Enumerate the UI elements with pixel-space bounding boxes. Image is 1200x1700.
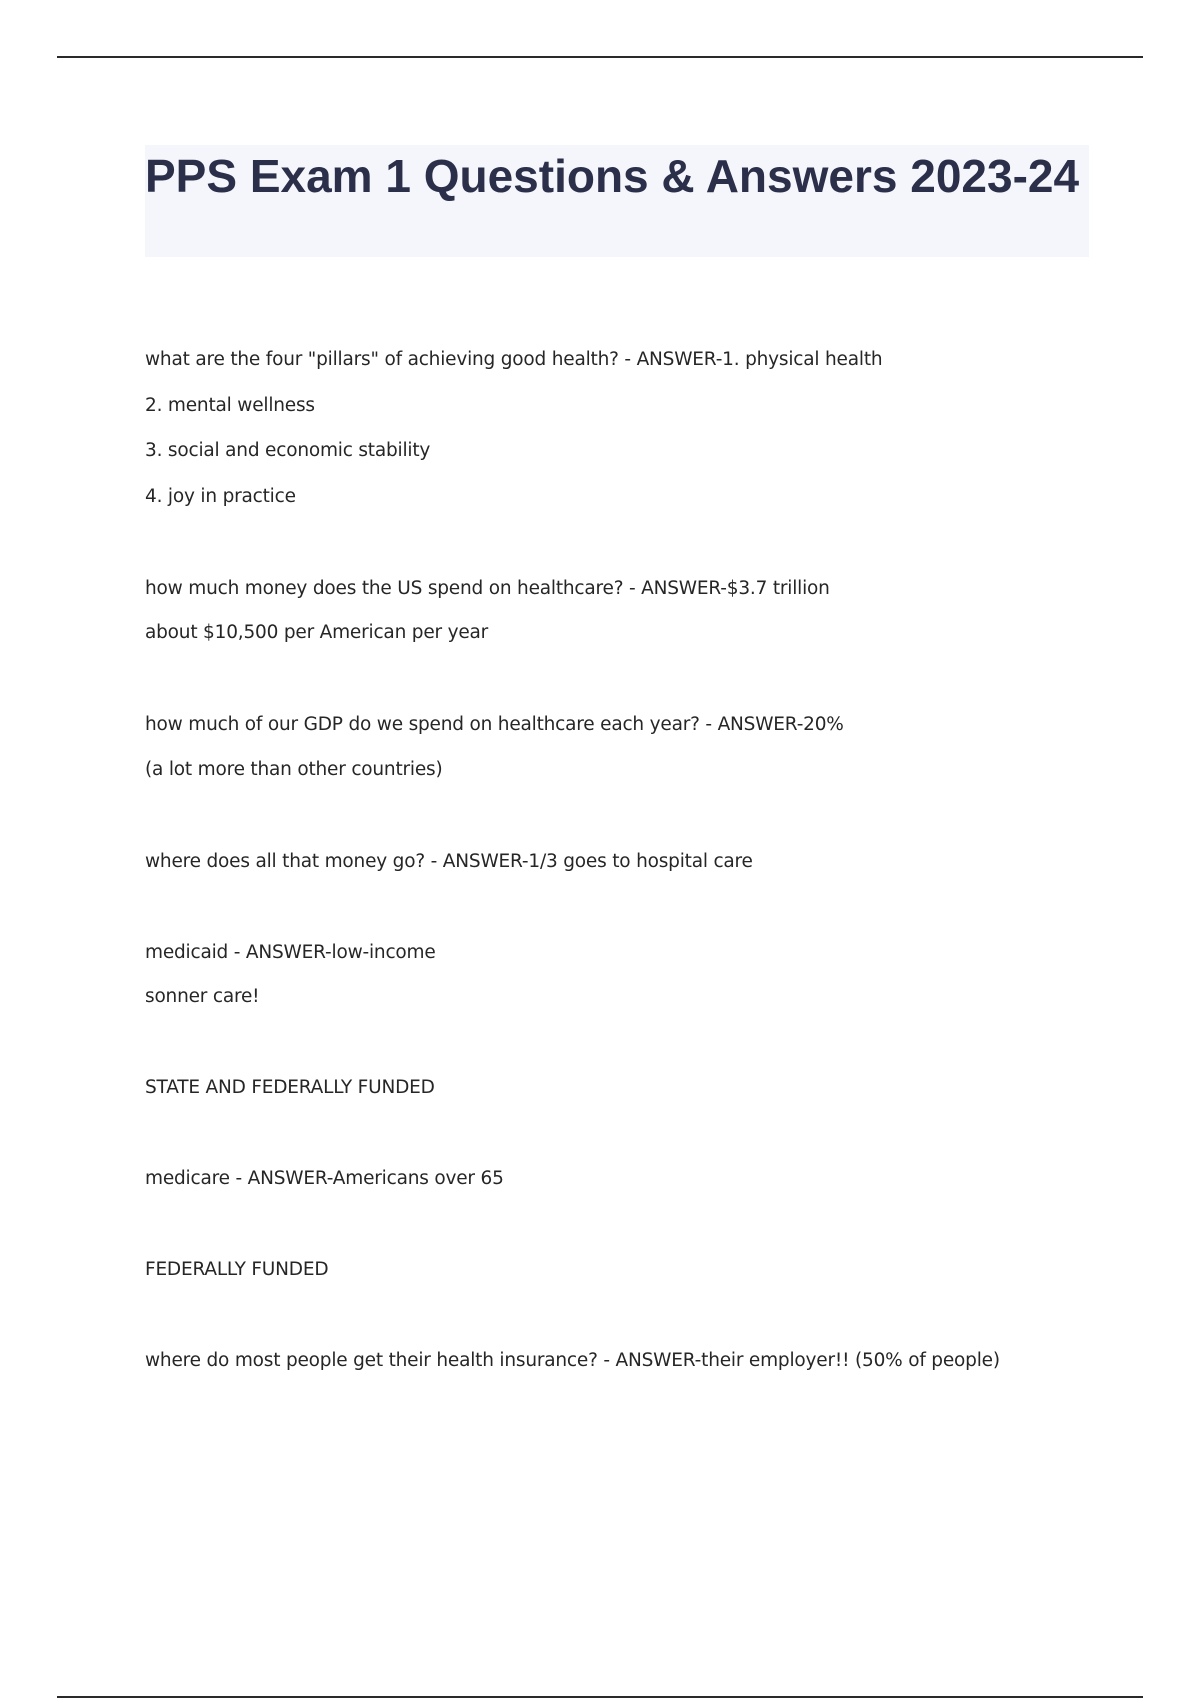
answer-line: 3. social and economic stability (145, 440, 431, 461)
question-medicaid: medicaid - ANSWER-low-income (145, 942, 436, 963)
answer-line: (a lot more than other countries) (145, 759, 443, 780)
question-money-go: where does all that money go? - ANSWER-1/3 goes to hospital care (145, 851, 753, 872)
answer-line: FEDERALLY FUNDED (145, 1259, 329, 1280)
bottom-rule (57, 1696, 1143, 1698)
question-pillars: what are the four "pillars" of achieving good health? - ANSWER-1. physical health (145, 349, 883, 370)
answer-line: 4. joy in practice (145, 486, 296, 507)
question-medicare: medicare - ANSWER-Americans over 65 (145, 1168, 504, 1189)
question-insurance: where do most people get their health insurance? - ANSWER-their employer!! (50% of people) (145, 1350, 1000, 1371)
answer-line: STATE AND FEDERALLY FUNDED (145, 1077, 435, 1098)
top-rule (57, 56, 1143, 58)
document-title: PPS Exam 1 Questions & Answers 2023-24 (145, 150, 1080, 202)
answer-line: 2. mental wellness (145, 395, 315, 416)
answer-line: about $10,500 per American per year (145, 622, 489, 643)
question-gdp: how much of our GDP do we spend on healthcare each year? - ANSWER-20% (145, 714, 844, 735)
question-us-spend: how much money does the US spend on healthcare? - ANSWER-$3.7 trillion (145, 578, 830, 599)
answer-line: sonner care! (145, 986, 260, 1007)
